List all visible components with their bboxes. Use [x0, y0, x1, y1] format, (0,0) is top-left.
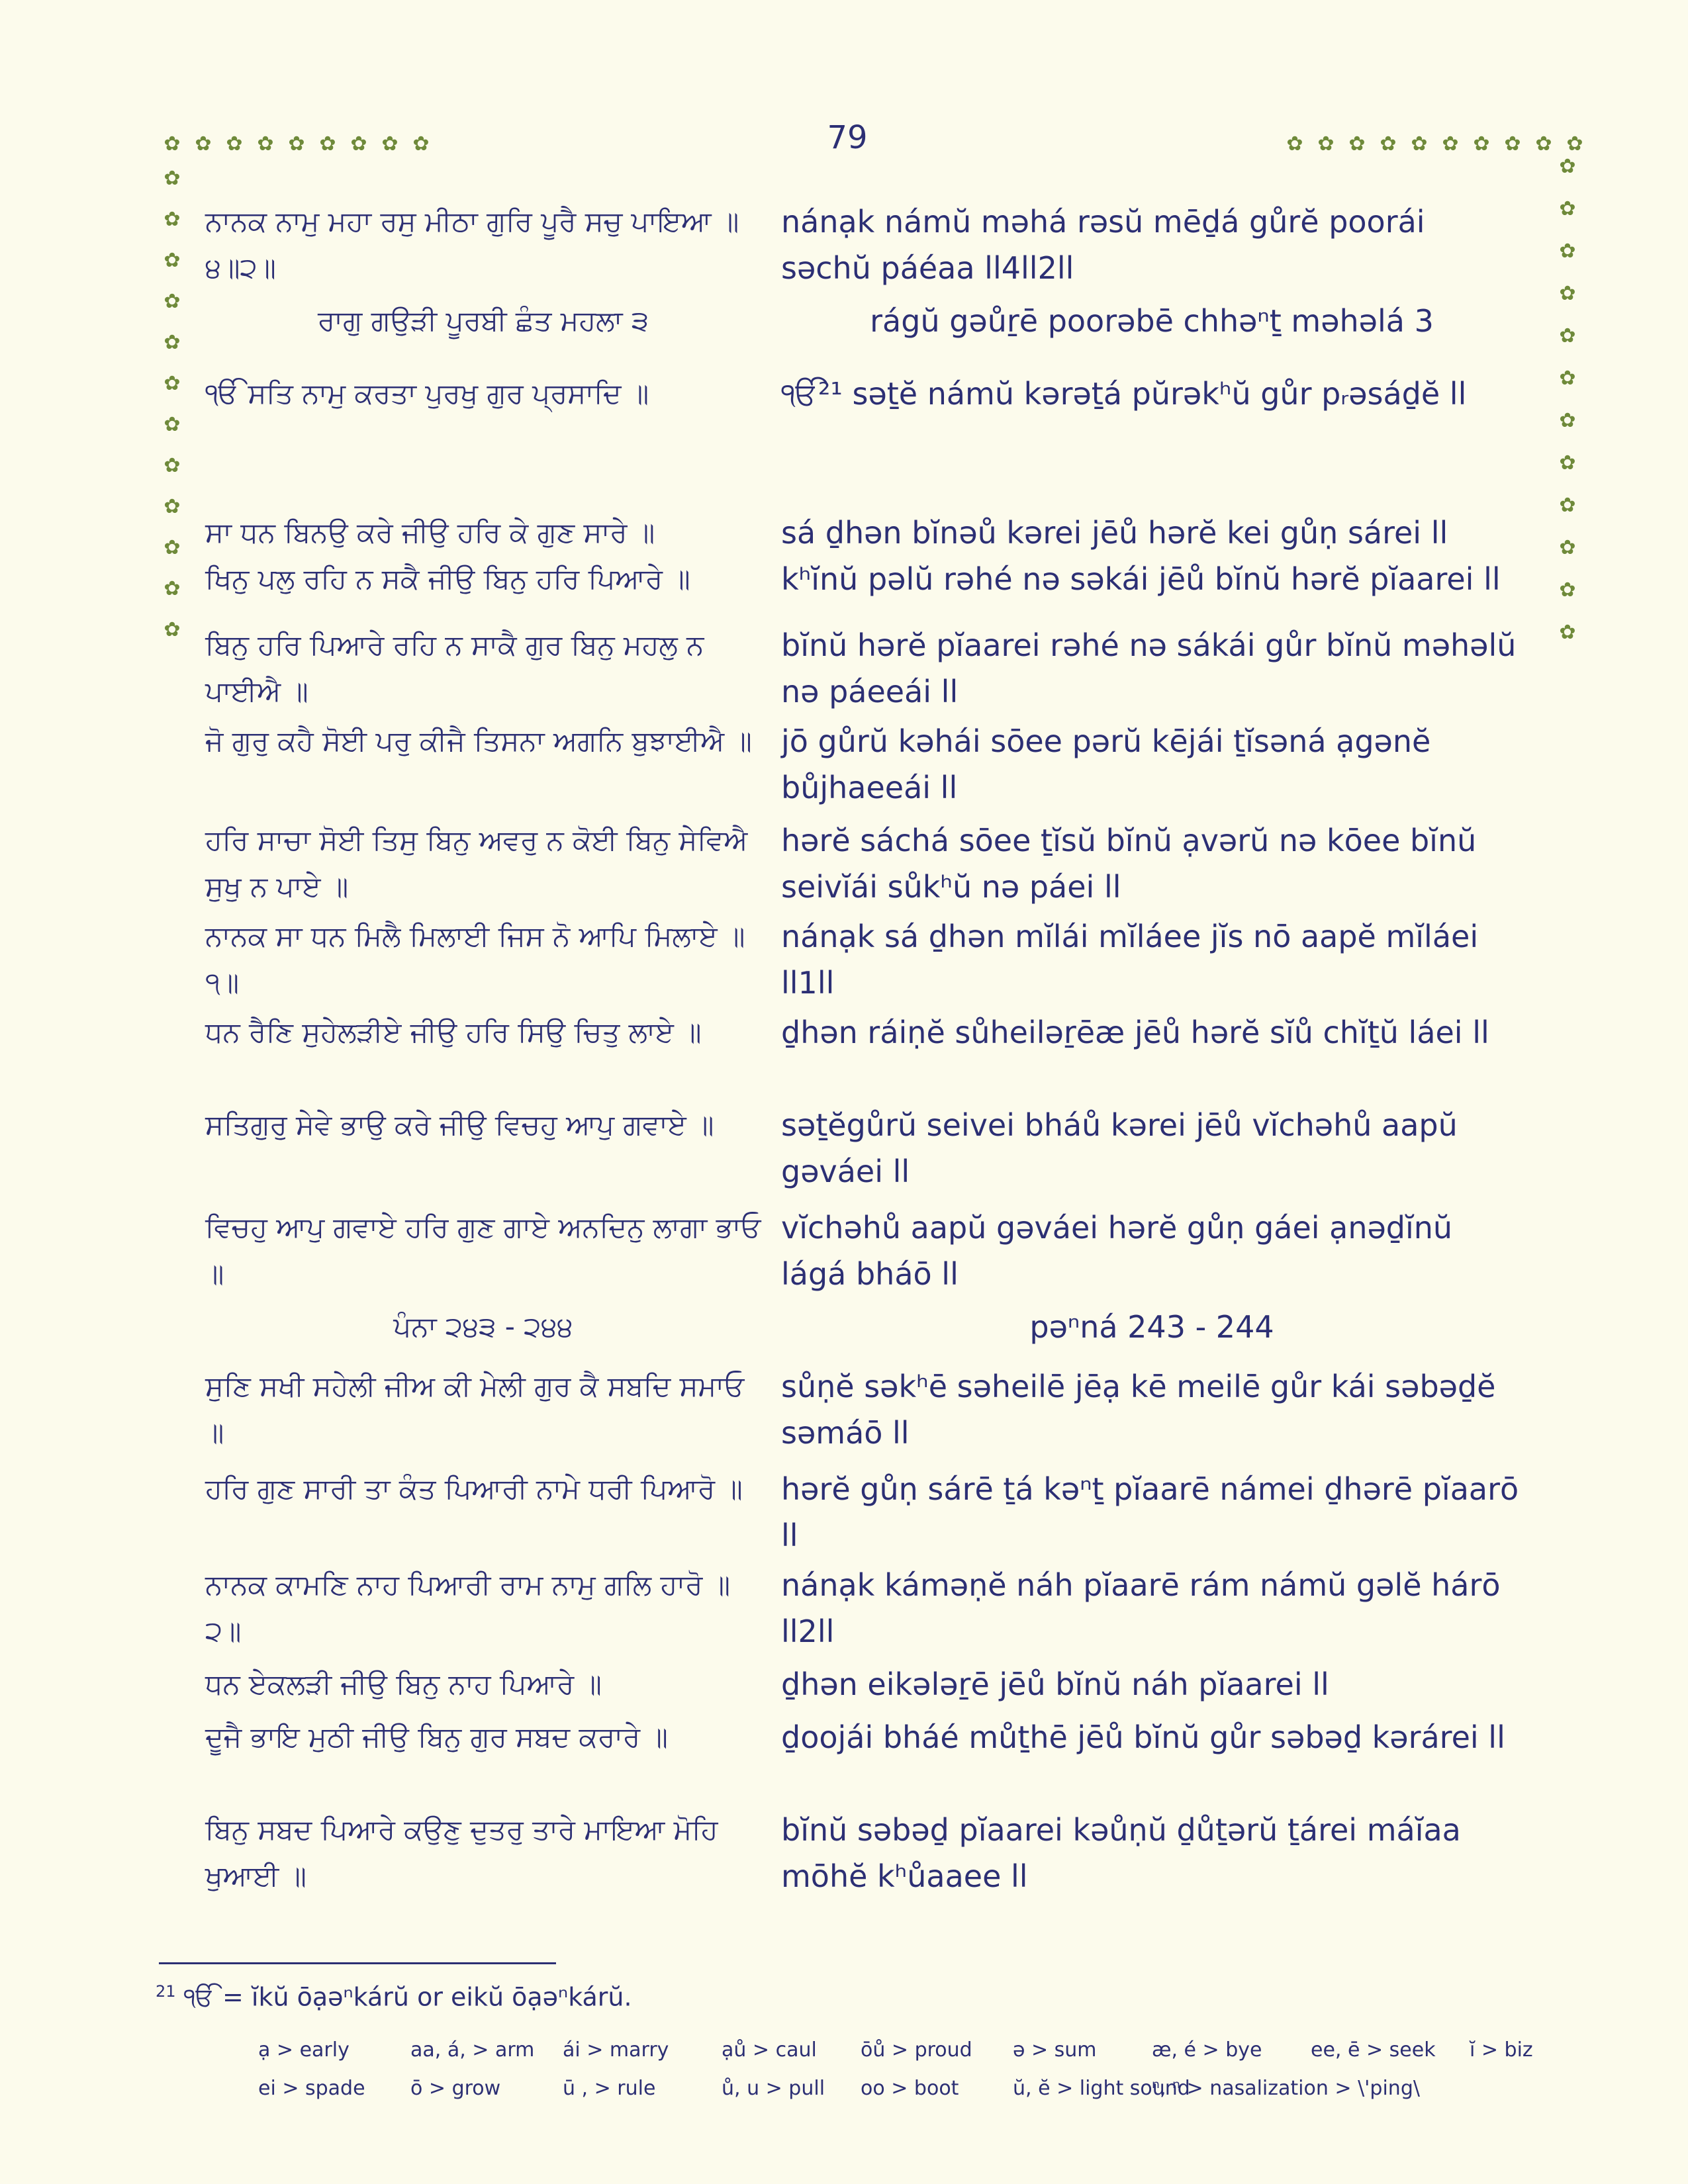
transliteration-text: pəⁿná 243 - 244 — [1029, 1309, 1274, 1345]
flower-ornament-icon: ✿ — [195, 132, 212, 156]
footnote-text: ੴ = ĭkŭ ōạəⁿkárŭ or eikŭ ōạəⁿkárŭ. — [183, 1982, 632, 2012]
flower-ornament-icon: ✿ — [164, 413, 181, 436]
flower-ornament-icon: ✿ — [164, 618, 181, 641]
flower-ornament-icon: ✿ — [1559, 536, 1576, 559]
pronunciation-key-item: ū , > rule — [563, 2077, 656, 2100]
flower-ornament-icon: ✿ — [1566, 132, 1583, 156]
flower-ornament-icon: ✿ — [1535, 132, 1552, 156]
flower-ornament-icon: ✿ — [164, 577, 181, 600]
pronunciation-key-item: ạ > early — [258, 2038, 350, 2062]
flower-ornament-icon: ✿ — [1559, 578, 1576, 602]
transliteration-text: bĭnŭ hərĕ pĭaarei rəhé nə sákái gůr bĭnŭ məhəlŭ nə páeeái ll — [781, 627, 1517, 709]
gurmukhi-text: ਸਾ ਧਨ ਬਿਨਉ ਕਰੇ ਜੀਉ ਹਰਿ ਕੇ ਗੁਣ ਸਾਰੇ ॥ — [205, 516, 655, 549]
transliteration-text: səṯĕgůrŭ seivei bháů kərei jēů vĭchəhů aapŭ gəváei ll — [781, 1107, 1458, 1189]
transliteration-text: ੴ²¹ səṯĕ námŭ kərəṯá pŭrəkʰŭ gůr pᵣəsáḏĕ ll — [781, 376, 1467, 412]
pronunciation-key-item: ōů > proud — [861, 2038, 972, 2062]
footnote — [156, 1982, 632, 2013]
flower-ornament-icon: ✿ — [1411, 132, 1428, 156]
flower-ornament-icon: ✿ — [164, 249, 181, 272]
transliteration-text: jō gůrŭ kəhái sōee pərŭ kējái ṯĭsəná ạgənĕ bůjhaeeái ll — [781, 723, 1431, 805]
flower-ornament-icon: ✿ — [1559, 367, 1576, 390]
gurmukhi-text: ਬਿਨੁ ਹਰਿ ਪਿਆਰੇ ਰਹਿ ਨ ਸਾਕੈ ਗੁਰ ਬਿਨੁ ਮਹਲੁ ਨ ਪਾਈਐ ॥ — [205, 629, 704, 707]
flower-ornament-icon: ✿ — [164, 372, 181, 395]
flower-ornament-icon: ✿ — [164, 132, 181, 156]
transliteration-text: ḏoojái bháé můṯhē jēů bĭnŭ gůr səbəḏ kərárei ll — [781, 1719, 1505, 1755]
pronunciation-key-item: ə > sum — [1013, 2038, 1097, 2062]
flower-ornament-icon: ✿ — [164, 495, 181, 518]
flower-ornament-icon: ✿ — [381, 132, 399, 156]
flower-ornament-icon: ✿ — [1442, 132, 1459, 156]
pronunciation-key-item: ei > spade — [258, 2077, 365, 2100]
transliteration-text: vĭchəhů aapŭ gəváei hərĕ gůṇ gáei ạnəḏĭnŭ lágá bháō ll — [781, 1210, 1453, 1292]
gurmukhi-text: ਰਾਗੁ ਗਉੜੀ ਪੂਰਬੀ ਛੰਤ ਮਹਲਾ ੩ — [317, 304, 649, 337]
gurmukhi-text: ਧਨ ਏਕਲੜੀ ਜੀਉ ਬਿਨੁ ਨਾਹ ਪਿਆਰੇ ॥ — [205, 1668, 602, 1700]
transliteration-text: nánạk námŭ məhá rəsŭ mēḏá gůrĕ poorái səchŭ páéaa ll4ll2ll — [781, 204, 1425, 286]
flower-ornament-icon: ✿ — [1559, 409, 1576, 432]
gurmukhi-text: ਬਿਨੁ ਸਬਦ ਪਿਆਰੇ ਕਉਣੁ ਦੁਤਰੁ ਤਾਰੇ ਮਾਇਆ ਮੋਹਿ ਖੁਆਈ ॥ — [205, 1813, 718, 1892]
transliteration-text: nánạk sá ḏhən mĭlái mĭláee jĭs nō aapĕ mĭláei ll1ll — [781, 919, 1479, 1001]
gurmukhi-text: ਹਰਿ ਸਾਚਾ ਸੋਈ ਤਿਸੁ ਬਿਨੁ ਅਵਰੁ ਨ ਕੋਈ ਬਿਨੁ ਸੇਵਿਐ ਸੁਖੁ ਨ ਪਾਏ ॥ — [205, 824, 748, 903]
flower-ornament-icon: ✿ — [164, 167, 181, 190]
transliteration-text: sůṇĕ səkʰē səheilē jēạ kē meilē gůr kái səbəḏĕ səmáō ll — [781, 1369, 1496, 1451]
transliteration-text: rágŭ gəůṟē poorəbē chhəⁿṯ məhəlá 3 — [870, 303, 1434, 339]
transliteration-text: sá ḏhən bĭnəů kərei jēů hərĕ kei gůṇ sárei ll — [781, 515, 1448, 551]
flower-ornament-icon: ✿ — [1559, 621, 1576, 644]
pronunciation-key-item: ạů > caul — [722, 2038, 817, 2062]
flower-ornament-icon: ✿ — [288, 132, 305, 156]
flower-ornament-icon: ✿ — [1380, 132, 1397, 156]
flower-ornament-icon: ✿ — [164, 454, 181, 477]
transliteration-text: kʰĭnŭ pəlŭ rəhé nə səkái jēů bĭnŭ hərĕ pĭaarei ll — [781, 561, 1501, 597]
flower-ornament-icon: ✿ — [1559, 240, 1576, 263]
flower-ornament-icon: ✿ — [164, 208, 181, 231]
transliteration-text: bĭnŭ səbəḏ pĭaarei kəůṇŭ ḏůṯərŭ ṯárei máĭaa mōhĕ kʰůaaee ll — [781, 1812, 1461, 1894]
pronunciation-key-item: ⁿ, ⁿ > nasalization > \'ping\ — [1152, 2077, 1420, 2100]
pronunciation-key-item: ái > marry — [563, 2038, 669, 2062]
pronunciation-key-item: aa, á, > arm — [410, 2038, 535, 2062]
footnote-marker: 21 — [156, 1982, 176, 2001]
flower-ornament-icon: ✿ — [1559, 451, 1576, 475]
flower-ornament-icon: ✿ — [319, 132, 336, 156]
gurmukhi-text: ਦੂਜੈ ਭਾਇ ਮੁਠੀ ਜੀਉ ਬਿਨੁ ਗੁਰ ਸਬਦ ਕਰਾਰੇ ॥ — [205, 1721, 668, 1753]
gurmukhi-text: ਪੰਨਾ ੨੪੩ - ੨੪੪ — [393, 1310, 573, 1343]
gurmukhi-text: ਵਿਚਹੁ ਆਪੁ ਗਵਾਏ ਹਰਿ ਗੁਣ ਗਾਏ ਅਨਦਿਨੁ ਲਾਗਾ ਭਾਓ ॥ — [205, 1211, 761, 1290]
flower-ornament-icon: ✿ — [226, 132, 243, 156]
gurmukhi-text: ਖਿਨੁ ਪਲੁ ਰਹਿ ਨ ਸਕੈ ਜੀਉ ਬਿਨੁ ਹਰਿ ਪਿਆਰੇ ॥ — [205, 563, 690, 595]
pronunciation-key-item: oo > boot — [861, 2077, 959, 2100]
pronunciation-key-item: ō > grow — [410, 2077, 501, 2100]
flower-ornament-icon: ✿ — [1559, 282, 1576, 305]
flower-ornament-icon: ✿ — [1317, 132, 1335, 156]
pronunciation-key-item: æ, é > bye — [1152, 2038, 1262, 2062]
flower-ornament-icon: ✿ — [1504, 132, 1521, 156]
flower-ornament-icon: ✿ — [257, 132, 274, 156]
gurmukhi-text: ਨਾਨਕ ਕਾਮਣਿ ਨਾਹ ਪਿਆਰੀ ਰਾਮ ਨਾਮੁ ਗਲਿ ਹਾਰੋ ॥੨॥ — [205, 1569, 731, 1647]
flower-ornament-icon: ✿ — [1348, 132, 1366, 156]
flower-ornament-icon: ✿ — [164, 536, 181, 559]
flower-ornament-icon: ✿ — [1286, 132, 1303, 156]
gurmukhi-text: ਸਤਿਗੁਰੁ ਸੇਵੇ ਭਾਉ ਕਰੇ ਜੀਉ ਵਿਚਹੁ ਆਪੁ ਗਵਾਏ ॥ — [205, 1109, 714, 1141]
flower-ornament-icon: ✿ — [1559, 197, 1576, 220]
pronunciation-key-item: ee, ē > seek — [1311, 2038, 1436, 2062]
gurmukhi-text: ੴ ਸਤਿ ਨਾਮੁ ਕਰਤਾ ਪੁਰਖੁ ਗੁਰ ਪ੍ਰਸਾਦਿ ॥ — [205, 377, 649, 410]
flower-ornament-icon: ✿ — [164, 331, 181, 354]
transliteration-text: hərĕ gůṇ sárē ṯá kəⁿṯ pĭaarē námei ḏhərē pĭaarō ll — [781, 1471, 1519, 1553]
pronunciation-key-item: ů, u > pull — [722, 2077, 825, 2100]
transliteration-text: hərĕ sáchá sōee ṯĭsŭ bĭnŭ ạvərŭ nə kōee bĭnŭ seivĭái sůkʰŭ nə páei ll — [781, 823, 1477, 905]
pronunciation-key-item: ĭ > biz — [1470, 2038, 1533, 2062]
flower-ornament-icon: ✿ — [1559, 155, 1576, 178]
flower-ornament-icon: ✿ — [1559, 494, 1576, 517]
gurmukhi-text: ਜੋ ਗੁਰੁ ਕਹੈ ਸੋਈ ਪਰੁ ਕੀਜੈ ਤਿਸਨਾ ਅਗਨਿ ਬੁਝਾਈਐ ॥ — [205, 725, 752, 757]
transliteration-text: ḏhən ráiṇĕ sůheiləṟēæ jēů hərĕ sĭů chĭṯŭ láei ll — [781, 1015, 1489, 1050]
gurmukhi-text: ਧਨ ਰੈਣਿ ਸੁਹੇਲੜੀਏ ਜੀਉ ਹਰਿ ਸਿਉ ਚਿਤੁ ਲਾਏ ॥ — [205, 1016, 702, 1048]
footnote-rule — [159, 1962, 556, 1964]
gurmukhi-text: ਨਾਨਕ ਸਾ ਧਨ ਮਿਲੈ ਮਿਲਾਈ ਜਿਸ ਨੋ ਆਪਿ ਮਿਲਾਏ ॥੧॥ — [205, 920, 745, 999]
flower-ornament-icon: ✿ — [412, 132, 430, 156]
gurmukhi-text: ਹਰਿ ਗੁਣ ਸਾਰੀ ਤਾ ਕੰਤ ਪਿਆਰੀ ਨਾਮੇ ਧਰੀ ਪਿਆਰੋ ॥ — [205, 1473, 743, 1505]
flower-ornament-icon: ✿ — [1473, 132, 1490, 156]
flower-ornament-icon: ✿ — [350, 132, 367, 156]
flower-ornament-icon: ✿ — [164, 290, 181, 313]
transliteration-text: ḏhən eikələṟē jēů bĭnŭ náh pĭaarei ll — [781, 1666, 1329, 1702]
page-number: 79 — [827, 119, 868, 156]
gurmukhi-text: ਸੁਣਿ ਸਖੀ ਸਹੇਲੀ ਜੀਅ ਕੀ ਮੇਲੀ ਗੁਰ ਕੈ ਸਬਦਿ ਸਮਾਓ ॥ — [205, 1370, 745, 1449]
transliteration-text: nánạk káməṇĕ náh pĭaarē rám námŭ gəlĕ hárō ll2ll — [781, 1567, 1501, 1649]
flower-ornament-icon: ✿ — [1559, 324, 1576, 347]
gurmukhi-text: ਨਾਨਕ ਨਾਮੁ ਮਹਾ ਰਸੁ ਮੀਠਾ ਗੁਰਿ ਪੂਰੈ ਸਚੁ ਪਾਇਆ ॥੪॥੨॥ — [205, 205, 739, 284]
pronunciation-key-item: ŭ, ĕ > light sound — [1013, 2077, 1190, 2100]
